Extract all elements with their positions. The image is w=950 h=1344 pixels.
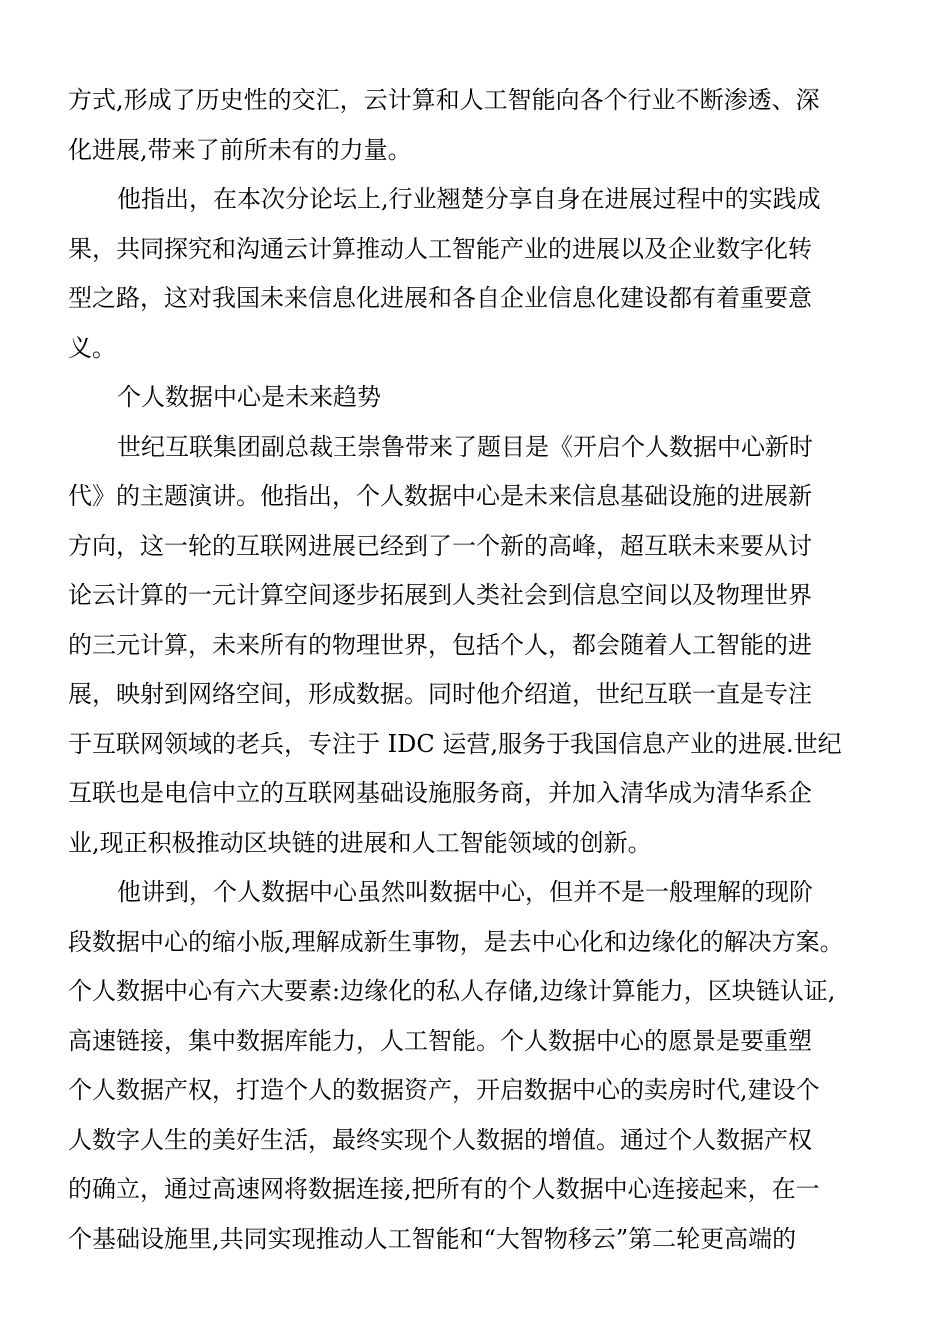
text-line: 化进展,带来了前所未有的力量。 <box>68 135 412 164</box>
text-line: 方式,形成了历史性的交汇，云计算和人工智能向各个行业不断渗透、深 <box>68 86 820 114</box>
paragraph-3 <box>68 423 886 869</box>
text-line: 个基础设施里,共同实现推动人工智能和“大智物移云”第二轮更高端的 <box>68 1224 797 1253</box>
paragraph-1 <box>68 76 886 175</box>
section-heading <box>68 373 886 423</box>
document-body <box>68 76 886 1264</box>
text-line: 型之路，这对我国未来信息化进展和各自企业信息化建设都有着重要意 <box>68 284 812 312</box>
text-line: 段数据中心的缩小版,理解成新生事物，是去中心化和边缘化的解决方案。 <box>68 927 844 956</box>
text-line: 于互联网领域的老兵，专注于 IDC 运营,服务于我国信息产业的进展.世纪 <box>68 729 842 758</box>
text-line: 的三元计算，未来所有的物理世界，包括个人，都会随着人工智能的进 <box>68 630 812 659</box>
text-line: 展，映射到网络空间，形成数据。同时他介绍道，世纪互联一直是专注 <box>68 680 812 708</box>
text-line: 高速链接，集中数据库能力，人工智能。个人数据中心的愿景是要重塑 <box>68 1026 812 1055</box>
text-line: 互联也是电信中立的互联网基础设施服务商，并加入清华成为清华系企 <box>68 779 812 807</box>
text-line: 方向，这一轮的互联网进展已经到了一个新的高峰，超互联未来要从讨 <box>68 531 812 560</box>
text-line: 他讲到，个人数据中心虽然叫数据中心，但并不是一般理解的现阶 <box>117 878 813 906</box>
text-line: 世纪互联集团副总裁王崇鲁带来了题目是《开启个人数据中心新时 <box>117 432 813 461</box>
text-line: 代》的主题演讲。他指出，个人数据中心是未来信息基础设施的进展新 <box>68 482 812 510</box>
text-line: 业,现正积极推动区块链的进展和人工智能领域的创新。 <box>68 828 652 857</box>
heading-text: 个人数据中心是未来趋势 <box>117 383 381 411</box>
text-line: 他指出，在本次分论坛上,行业翘楚分享自身在进展过程中的实践成 <box>117 185 821 213</box>
paragraph-2 <box>68 175 886 373</box>
text-line: 果，共同探究和沟通云计算推动人工智能产业的进展以及企业数字化转 <box>68 234 812 263</box>
text-line: 的确立，通过高速网将数据连接,把所有的个人数据中心连接起来，在一 <box>68 1175 820 1203</box>
text-line: 论云计算的一元计算空间逐步拓展到人类社会到信息空间以及物理世界 <box>68 581 812 609</box>
paragraph-4 <box>68 868 886 1264</box>
text-line: 义。 <box>68 333 116 362</box>
text-line: 个人数据产权，打造个人的数据资产，开启数据中心的卖房时代,建设个 <box>68 1076 820 1104</box>
text-line: 人数字人生的美好生活，最终实现个人数据的增值。通过个人数据产权 <box>68 1125 812 1154</box>
text-line: 个人数据中心有六大要素:边缘化的私人存储,边缘计算能力，区块链认证, <box>68 977 836 1005</box>
